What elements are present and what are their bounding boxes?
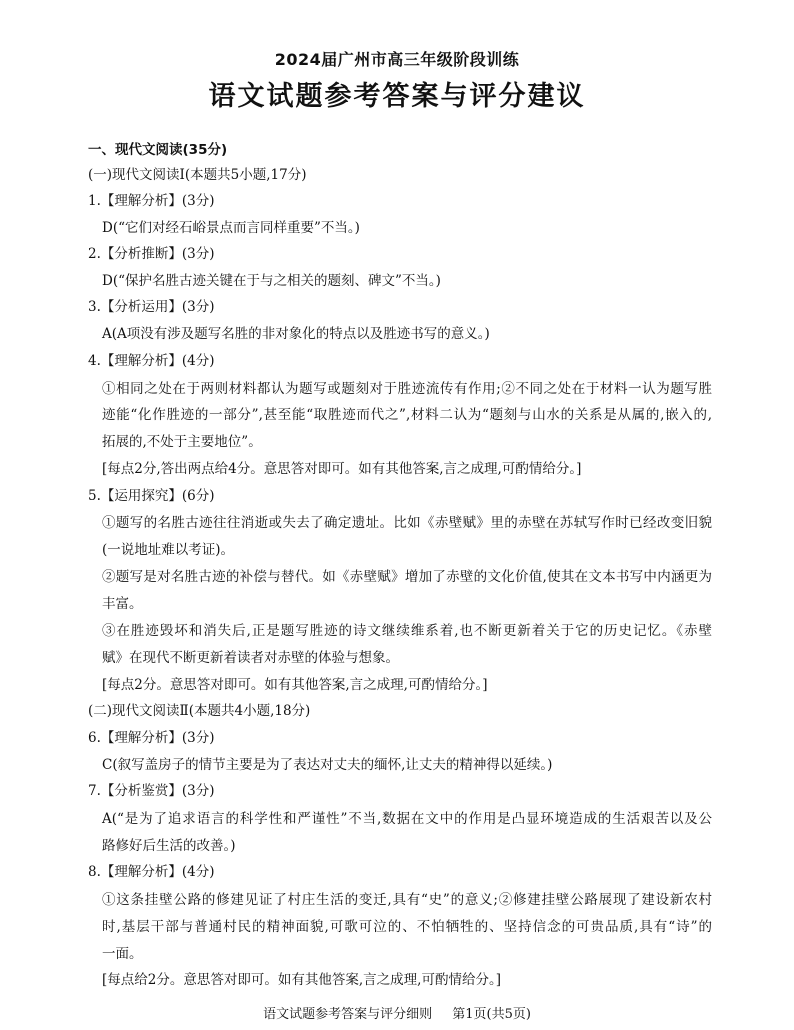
q5-label: 5.【运用探究】(6分) (88, 488, 215, 504)
q8-answer-line3: 一面。 (102, 946, 143, 962)
q5-point2-line1: ②题写是对名胜古迹的补偿与替代。如《赤壁赋》增加了赤壁的文化价值,使其在文本书写中内涵更为 (102, 569, 712, 585)
q3-label: 3.【分析运用】(3分) (88, 299, 215, 315)
q6-label: 6.【理解分析】(3分) (88, 730, 215, 746)
page-number: 第1页(共5页) (452, 1007, 531, 1022)
q8-scoring-note: [每点给2分。意思答对即可。如有其他答案,言之成理,可酌情给分。] (102, 972, 501, 988)
q5-point3-line1: ③在胜迹毁坏和消失后,正是题写胜迹的诗文继续维系着,也不断更新着关于它的历史记忆。《赤壁 (102, 623, 712, 639)
footer-doc-name: 语文试题参考答案与评分细则 (263, 1007, 433, 1022)
q5-scoring-note: [每点2分。意思答对即可。如有其他答案,言之成理,可酌情给分。] (102, 677, 488, 693)
q7-answer-line2: 路修好后生活的改善。) (102, 838, 236, 854)
q5-point3-line2: 赋》在现代不断更新着读者对赤壁的体验与想象。 (102, 650, 399, 666)
page-footer (0, 1003, 794, 1022)
q1-label: 1.【理解分析】(3分) (88, 193, 215, 209)
q5-point1-line1: ①题写的名胜古迹往往消逝或失去了确定遗址。比如《赤壁赋》里的赤壁在苏轼写作时已经改变旧貌 (102, 515, 712, 531)
q6-answer: C(叙写盖房子的情节主要是为了表达对丈夫的缅怀,让丈夫的精神得以延续。) (102, 757, 553, 773)
q4-answer-line1: ①相同之处在于两则材料都认为题写或题刻对于胜迹流传有作用;②不同之处在于材料一认为题写胜 (102, 381, 712, 397)
q4-label: 4.【理解分析】(4分) (88, 353, 215, 369)
q8-answer-line2: 时,基层干部与普通村民的精神面貌,可歌可泣的、不怕牺牲的、坚持信念的可贵品质,具有“诗”的 (102, 919, 712, 935)
q2-answer: D(“保护名胜古迹关键在于与之相关的题刻、碑文”不当。) (102, 273, 441, 289)
part2-heading: (二)现代文阅读Ⅱ(本题共4小题,18分) (88, 703, 311, 719)
q7-label: 7.【分析鉴赏】(3分) (88, 783, 215, 799)
q4-answer-line2: 迹能“化作胜迹的一部分”,甚至能“取胜迹而代之”,材料二认为“题刻与山水的关系是从属的,嵌入的, (102, 407, 712, 423)
exam-title: 2024届广州市高三年级阶段训练 (274, 50, 520, 69)
q4-answer-line3: 拓展的,不处于主要地位”。 (102, 434, 262, 450)
q8-label: 8.【理解分析】(4分) (88, 864, 215, 880)
section-heading-modern-reading: 一、现代文阅读(35分) (88, 142, 228, 158)
q8-answer-line1: ①这条挂壁公路的修建见证了村庄生活的变迁,具有“史”的意义;②修建挂壁公路展现了建设新农村 (102, 892, 712, 908)
q3-answer: A(A项没有涉及题写名胜的非对象化的特点以及胜迹书写的意义。) (102, 326, 490, 342)
q1-answer: D(“它们对经石峪景点而言同样重要”不当。) (102, 220, 360, 236)
q4-scoring-note: [每点2分,答出两点给4分。意思答对即可。如有其他答案,言之成理,可酌情给分。] (102, 461, 582, 477)
q2-label: 2.【分析推断】(3分) (88, 246, 215, 262)
page-title: 语文试题参考答案与评分建议 (208, 81, 586, 112)
part1-heading: (一)现代文阅读Ⅰ(本题共5小题,17分) (88, 167, 307, 183)
q7-answer-line1: A(“是为了追求语言的科学性和严谨性”不当,数据在文中的作用是凸显环境造成的生活艰苦以及公 (102, 811, 712, 827)
q5-point1-line2: (一说地址难以考证)。 (102, 542, 235, 558)
q5-point2-line2: 丰富。 (102, 596, 143, 612)
